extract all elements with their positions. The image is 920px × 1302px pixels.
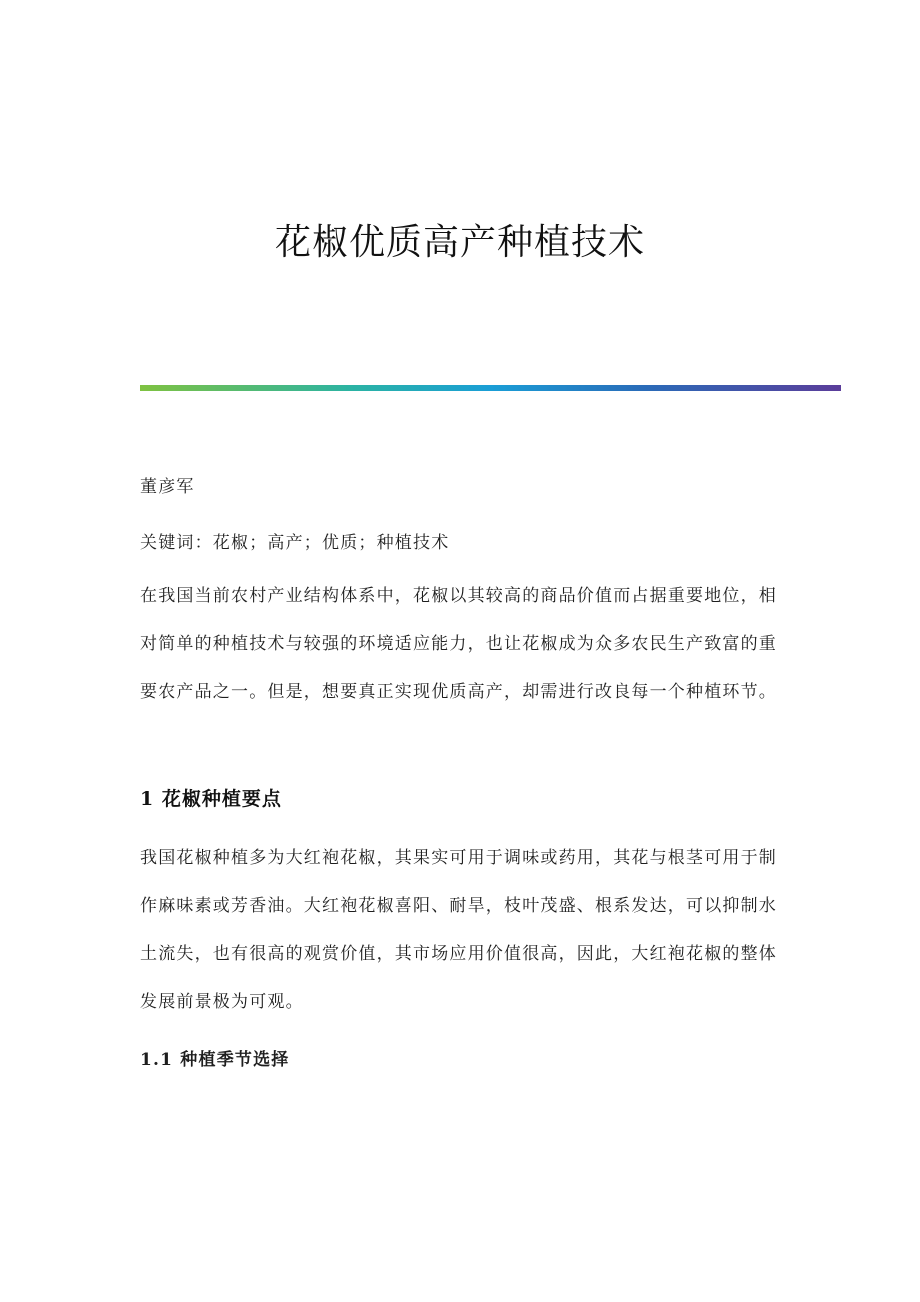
intro-paragraph: 在我国当前农村产业结构体系中，花椒以其较高的商品价值而占据重要地位，相对简单的种植技术与较强的环境适应能力，也让花椒成为众多农民生产致富的重要农产品之一。但是，想要真正实现优质高产，却需进行改良每一个种植环节。 (140, 586, 777, 702)
section-paragraph: 我国花椒种植多为大红袍花椒，其果实可用于调味或药用，其花与根茎可用于制作麻味素或芳香油。大红袍花椒喜阳、耐旱，枝叶茂盛、根系发达，可以抑制水土流失，也有很高的观赏价值，其市场应用价值很高，因此，大红袍花椒的整体发展前景极为可观。 (140, 848, 777, 1012)
subsection-heading: 1.1 种植季节选择 (140, 1050, 290, 1070)
author-name: 董彦军 (140, 477, 195, 497)
section-heading: 1 花椒种植要点 (140, 788, 282, 810)
keywords-line: 关键词：花椒；高产；优质；种植技术 (140, 533, 450, 553)
document-title: 花椒优质高产种植技术 (274, 222, 645, 263)
title-divider (140, 385, 841, 391)
